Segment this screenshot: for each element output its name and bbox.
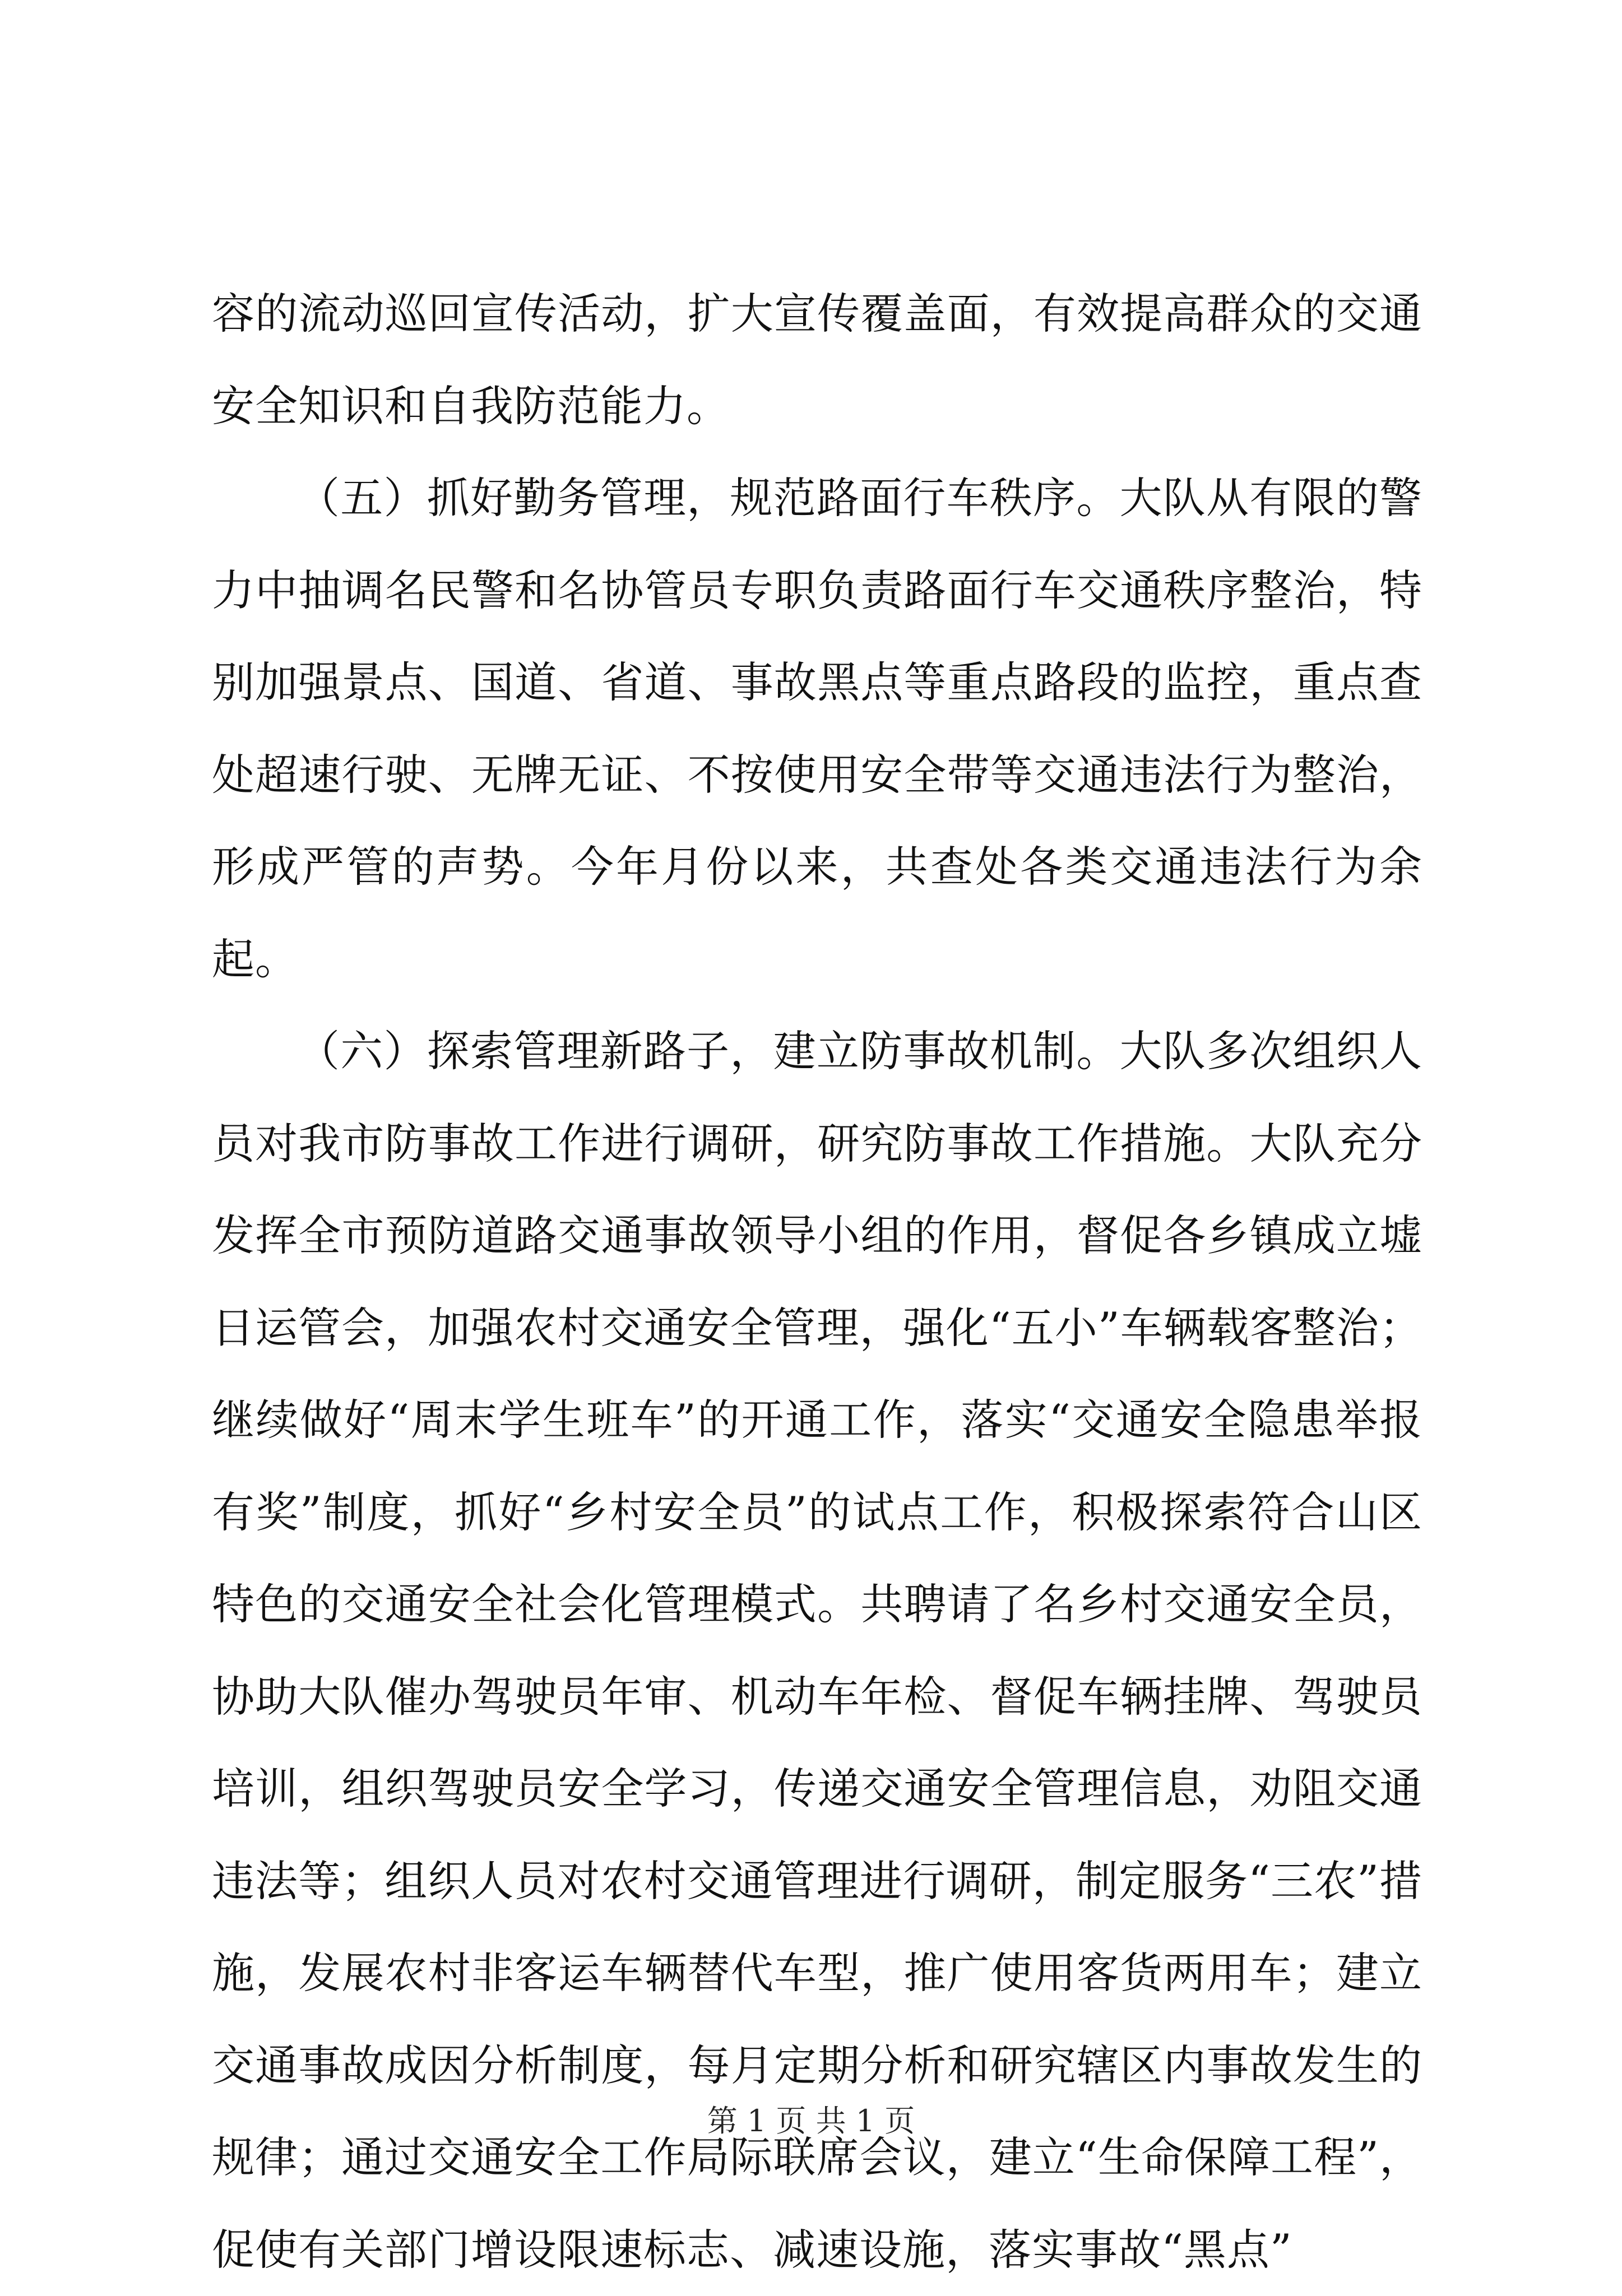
document-body [212,268,1422,2296]
paragraph-section-six: （六）探索管理新路子，建立防事故机制。大队多次组织人员对我市防事故工作进行调研，研究防事故工作措施。大队充分发挥全市预防道路交通事故领导小组的作用，督促各乡镇成立墟日运管会，加强农村交通安全管理，强化“五小”车辆载客整治；继续做好“周末学生班车”的开通工作，落实“交通安全隐患举报有奖”制度，抓好“乡村安全员”的试点工作，积极探索符合山区特色的交通安全社会化管理模式。共聘请了名乡村交通安全员，协助大队催办驾驶员年审、机动车年检、督促车辆挂牌、驾驶员培训，组织驾驶员安全学习，传递交通安全管理信息，劝阻交通违法等；组织人员对农村交通管理进行调研，制定服务“三农”措施，发展农村非客运车辆替代车型，推广使用客货两用车；建立交通事故成因分析制度，每月定期分析和研究辖区内事故发生的规律；通过交通安全工作局际联席会议，建立“生命保障工程”，促使有关部门增设限速标志、减速设施，落实事故“黑点” [212,1026,1422,2275]
paragraph-section-five: （五）抓好勤务管理，规范路面行车秩序。大队从有限的警力中抽调名民警和名协管员专职负责路面行车交通秩序整治，特别加强景点、国道、省道、事故黑点等重点路段的监控，重点查处超速行驶、无牌无证、不按使用安全带等交通违法行为整治，形成严管的声势。今年月份以来，共查处各类交通违法行为余起。 [212,473,1422,984]
paragraph-intro-continuation: 容的流动巡回宣传活动，扩大宣传覆盖面，有效提高群众的交通安全知识和自我防范能力。 [212,289,1422,431]
page-footer: 第 1 页 共 1 页 [707,2103,915,2139]
